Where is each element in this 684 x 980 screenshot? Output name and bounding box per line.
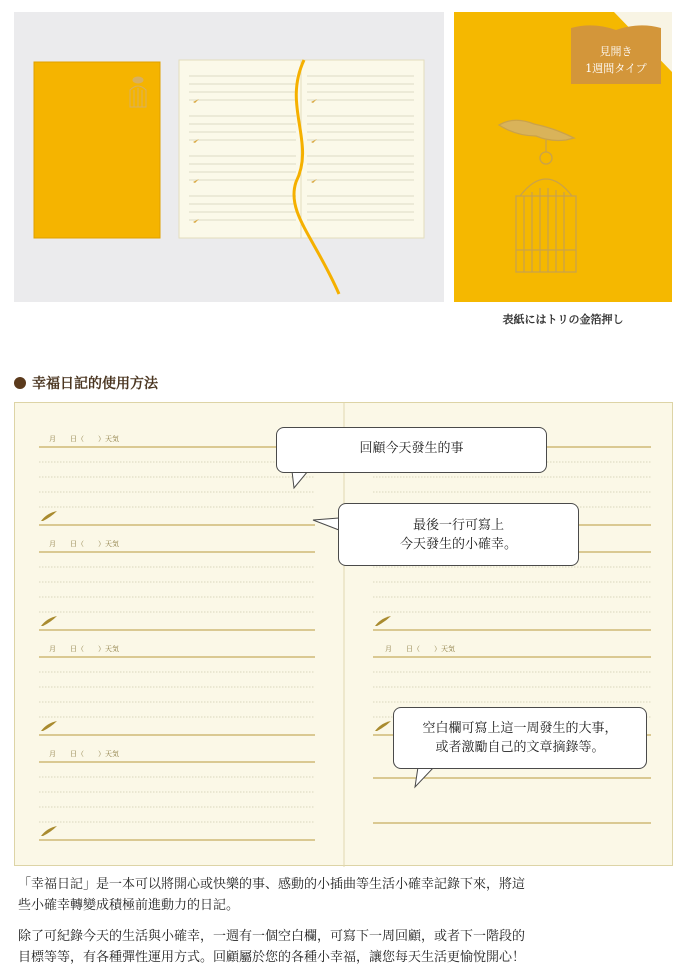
intro-line2: 些小確幸轉變成積極前進動力的日記。 bbox=[18, 898, 240, 913]
intro-paragraph bbox=[18, 874, 658, 916]
notebook-illustration bbox=[14, 12, 444, 302]
callout3-line1: 空白欄可寫上這一周發生的大事， bbox=[422, 721, 618, 736]
date-weather-label: 月 日（ ）天気 bbox=[49, 750, 119, 758]
callout1-text: 回顧今天發生的事 bbox=[359, 441, 464, 456]
badge-line2: 1週間タイプ bbox=[585, 62, 647, 75]
callout-blank-column bbox=[393, 707, 647, 769]
photo-caption: 表紙にはトリの金箔押し bbox=[502, 313, 624, 326]
section-heading bbox=[14, 373, 158, 393]
callout2-line2: 今天發生的小確幸。 bbox=[399, 537, 517, 552]
usage-line2: 目標等等，有各種彈性運用方式。回顧屬於您的各種小幸福，讓您每天生活更愉悅開心！ bbox=[18, 950, 526, 965]
spread-type-badge bbox=[569, 22, 663, 84]
callout-review-today bbox=[276, 427, 547, 473]
callout2-line1: 最後一行可寫上 bbox=[412, 518, 504, 533]
bullet-dot-icon bbox=[14, 377, 26, 389]
feather-icon bbox=[375, 616, 391, 626]
date-weather-label: 月 日（ ）天気 bbox=[49, 645, 119, 653]
feather-icon bbox=[41, 511, 57, 521]
feather-icon bbox=[41, 826, 57, 836]
callout3-tail bbox=[412, 767, 442, 789]
product-photo-open-notebook bbox=[14, 12, 444, 302]
product-photo-cover-closeup bbox=[454, 12, 672, 302]
badge-line1: 見開き bbox=[599, 45, 633, 58]
section-title: 幸福日記的使用方法 bbox=[32, 376, 158, 392]
callout3-line2: 或者激勵自己的文章摘錄等。 bbox=[435, 740, 605, 755]
date-weather-label: 月 日（ ）天気 bbox=[385, 645, 455, 653]
date-weather-label: 月 日（ ）天気 bbox=[49, 435, 119, 443]
intro-line1: 「幸福日記」是一本可以將開心或快樂的事、感動的小插曲等生活小確幸記錄下來，將這 bbox=[18, 877, 526, 892]
callout1-tail bbox=[290, 471, 320, 491]
feather-icon bbox=[375, 721, 391, 731]
callout-last-line bbox=[338, 503, 579, 566]
usage-paragraph bbox=[18, 926, 658, 968]
date-weather-label: 月 日（ ）天気 bbox=[49, 540, 119, 548]
feather-icon bbox=[41, 721, 57, 731]
feather-icon bbox=[41, 616, 57, 626]
usage-line1: 除了可紀錄今天的生活與小確幸，一週有一個空白欄，可寫下一周回顧，或者下一階段的 bbox=[18, 929, 526, 944]
